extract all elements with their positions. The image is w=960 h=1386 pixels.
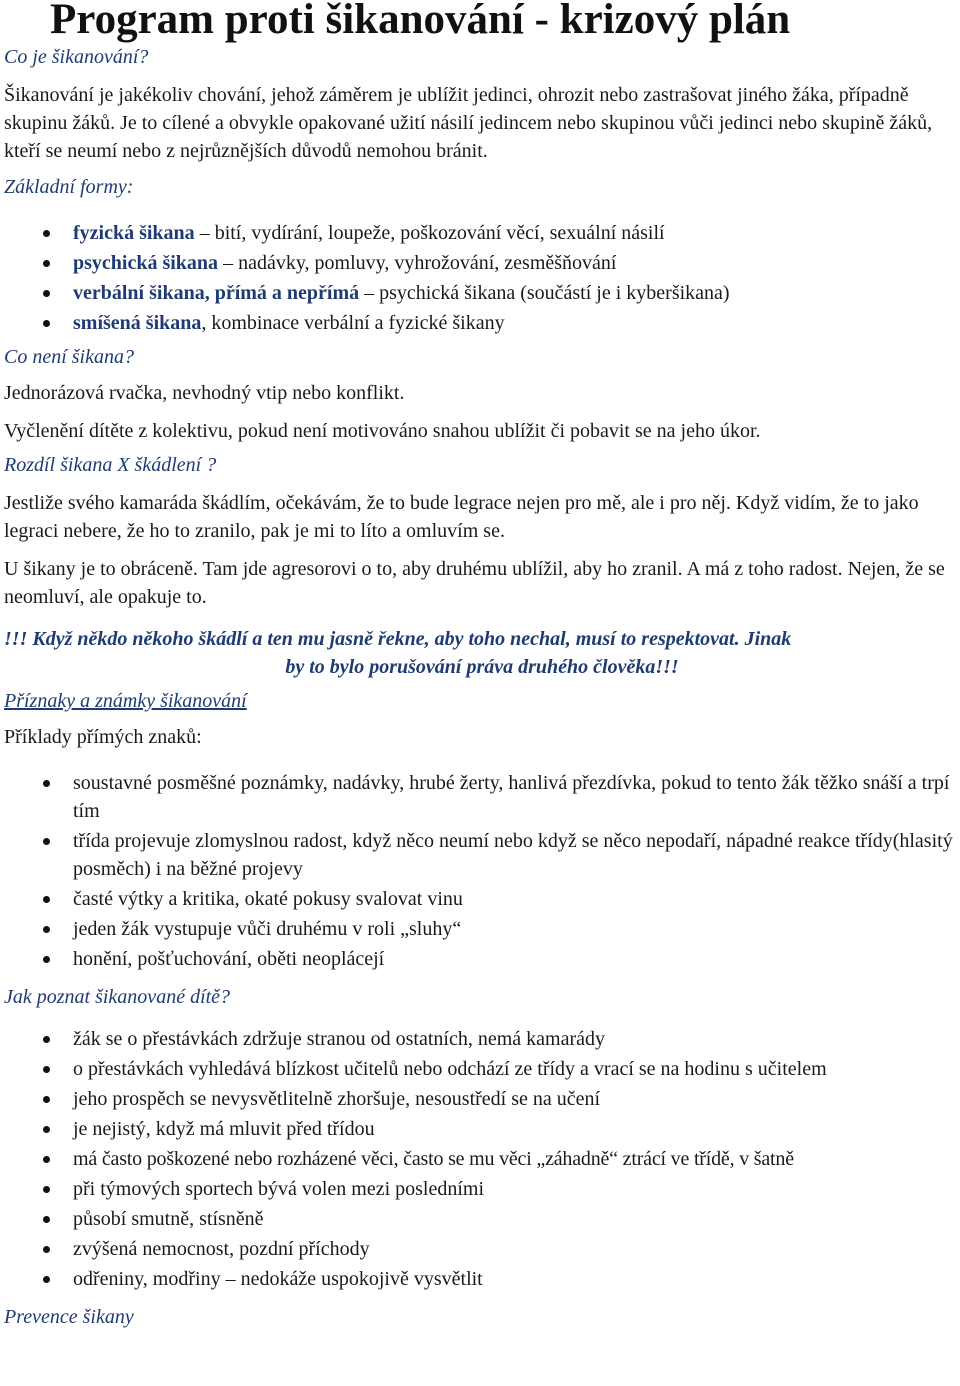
heading-forms: Základní formy: — [4, 176, 134, 198]
bullet-icon — [43, 230, 50, 237]
symptoms-list — [4, 769, 960, 973]
paragraph-not-bullying-1: Jednorázová rvačka, nevhodný vtip nebo konflikt. — [4, 382, 405, 404]
list-item: smíšená šikana, kombinace verbální a fyzické šikany — [4, 309, 960, 337]
recognize-list — [4, 1025, 960, 1293]
list-item: fyzická šikana – bití, vydírání, loupeže, poškozování věcí, sexuální násilí — [4, 219, 960, 247]
paragraph-difference-2: U šikany je to obráceně. Tam jde agresorovi o to, aby druhému ublížil, aby ho zranil. A má z toho radost. Nejen, že se neomluví, ale opakuje to. — [4, 558, 945, 608]
bullet-icon — [43, 1156, 50, 1163]
list-item: jeden žák vystupuje vůči druhému v roli „sluhy“ — [4, 915, 960, 943]
document-title: Program proti šikanování - krizový plán — [50, 0, 791, 43]
list-item: třída projevuje zlomyslnou radost, když něco neumí nebo když se něco nepodaří, nápadné reakce třídy(hlasitý posměch) i na běžné projevy — [4, 827, 960, 883]
subheading-direct-signs: Příklady přímých znaků: — [4, 726, 202, 748]
bullet-icon — [43, 1186, 50, 1193]
bullet-icon — [43, 926, 50, 933]
list-item: je nejistý, když má mluvit před třídou — [4, 1115, 960, 1143]
bullet-icon — [43, 1096, 50, 1103]
paragraph-definition: Šikanování je jakékoliv chování, jehož záměrem je ublížit jedinci, ohrozit nebo zastrašovat jiného žáka, případně skupinu žáků. Je to cílené a obvykle opakované užití násilí jedincem nebo skupinou vůči jedinci nebo skupině žáků, kteří se neumí nebo z nejrůznějších důvodů nemohou bránit. — [4, 84, 933, 162]
bullet-icon — [43, 1276, 50, 1283]
bullet-icon — [43, 290, 50, 297]
forms-list — [4, 219, 960, 337]
bullet-icon — [43, 780, 50, 787]
list-item: časté výtky a kritika, okaté pokusy svalovat vinu — [4, 885, 960, 913]
list-item: psychická šikana – nadávky, pomluvy, vyhrožování, zesměšňování — [4, 249, 960, 277]
list-item: o přestávkách vyhledává blízkost učitelů nebo odchází ze třídy a vrací se na hodinu s učitelem — [4, 1055, 960, 1083]
bullet-icon — [43, 896, 50, 903]
heading-what-is: Co je šikanování? — [4, 46, 149, 68]
list-item: verbální šikana, přímá a nepřímá – psychická šikana (součástí je i kyberšikana) — [4, 279, 960, 307]
list-item: má často poškozené nebo rozházené věci, často se mu věci „záhadně“ ztrácí ve třídě, v šatně — [4, 1145, 960, 1173]
heading-difference: Rozdíl šikana X škádlení ? — [4, 454, 217, 476]
paragraph-not-bullying-2: Vyčlenění dítěte z kolektivu, pokud není motivováno snahou ublížit či pobavit se na jeho úkor. — [4, 420, 761, 442]
list-item: soustavné posměšné poznámky, nadávky, hrubé žerty, hanlivá přezdívka, pokud to tento žák těžko snáší a trpí tím — [4, 769, 960, 825]
bullet-icon — [43, 1036, 50, 1043]
list-item: honění, pošťuchování, oběti neoplácejí — [4, 945, 960, 973]
heading-recognize: Jak poznat šikanované dítě? — [4, 986, 231, 1008]
bullet-icon — [43, 260, 50, 267]
callout-line-2: by to bylo porušování práva druhého člověka!!! — [285, 656, 679, 678]
list-item: odřeniny, modřiny – nedokáže uspokojivě vysvětlit — [4, 1265, 960, 1293]
list-item: žák se o přestávkách zdržuje stranou od ostatních, nemá kamarády — [4, 1025, 960, 1053]
bullet-icon — [43, 1246, 50, 1253]
list-item: jeho prospěch se nevysvětlitelně zhoršuje, nesoustředí se na učení — [4, 1085, 960, 1113]
bullet-icon — [43, 956, 50, 963]
bullet-icon — [43, 1216, 50, 1223]
heading-not-bullying: Co není šikana? — [4, 346, 134, 368]
bullet-icon — [43, 1066, 50, 1073]
paragraph-difference-1: Jestliže svého kamaráda škádlím, očekávám, že to bude legrace nejen pro mě, ale i pro něj. Když vidím, že to jako legraci nebere, že ho to zranilo, pak je mi to líto a omluvím se. — [4, 492, 919, 542]
heading-symptoms: Příznaky a známky šikanování — [4, 690, 247, 712]
bullet-icon — [43, 838, 50, 845]
callout-line-1: !!! Když někdo někoho škádlí a ten mu jasně řekne, aby toho nechal, musí to respektovat. Jinak — [4, 628, 792, 650]
list-item: při týmových sportech bývá volen mezi posledními — [4, 1175, 960, 1203]
list-item: působí smutně, stísněně — [4, 1205, 960, 1233]
bullet-icon — [43, 320, 50, 327]
list-item: zvýšená nemocnost, pozdní příchody — [4, 1235, 960, 1263]
bullet-icon — [43, 1126, 50, 1133]
heading-prevention: Prevence šikany — [4, 1306, 134, 1328]
